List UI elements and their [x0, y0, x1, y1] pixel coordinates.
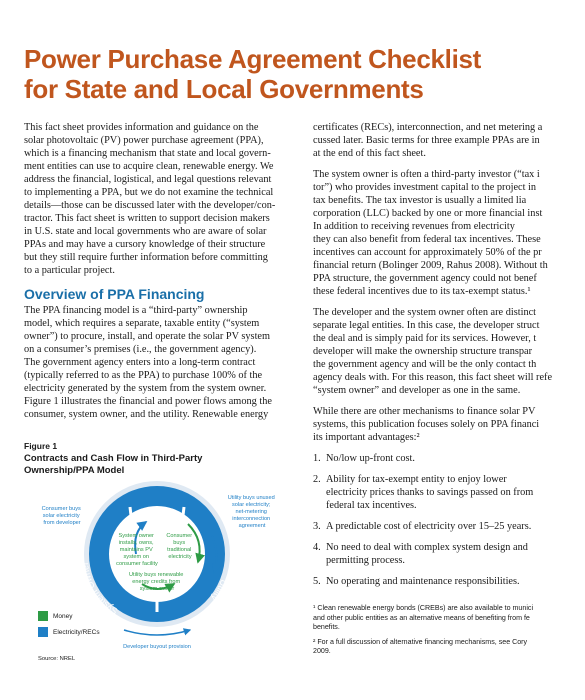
- footnote-line: ² For a full discussion of alternative financing mechanisms, see Cory: [313, 637, 528, 646]
- text-line: developer will make the ownership structure transpar: [313, 346, 533, 357]
- list-text: [326, 452, 415, 465]
- text-line: PPA structure, the government agency could not benef: [313, 273, 537, 284]
- figure-legend: [38, 611, 100, 643]
- note-line: from developer: [43, 520, 81, 526]
- legend-swatch-electricity: [38, 627, 48, 637]
- right-column: [313, 121, 585, 662]
- text-line: to implementing a PPA, but we do not examine the technical: [24, 187, 274, 198]
- text-line: In addition to receiving revenues from electricity: [313, 221, 515, 232]
- text-line: The system owner is often a third-party investor (“tax i: [313, 169, 540, 180]
- list-item: [313, 575, 585, 588]
- left-column: [24, 121, 300, 429]
- note-line: electricity: [168, 554, 192, 560]
- footnote-line: ¹ Clean renewable energy bonds (CREBs) are also available to munici: [313, 604, 534, 612]
- list-text: [326, 520, 531, 533]
- list-number: 5.: [313, 576, 321, 587]
- recs-paragraph: [313, 121, 585, 160]
- note-line: system on: [123, 554, 149, 560]
- system-owner-installs-note: [116, 533, 158, 567]
- text-line: The PPA financing model is a “third-party” ownership: [24, 305, 248, 316]
- mechanisms-paragraph: [313, 405, 585, 444]
- text-line: The developer and the system owner often are distinct: [313, 307, 537, 318]
- text-line: but they still require further information before committing: [24, 252, 268, 263]
- footnote: [313, 638, 585, 657]
- figure-title-line: Contracts and Cash Flow in Third-Party: [24, 453, 203, 464]
- note-line: Consumer: [166, 533, 193, 539]
- title-line: for State and Local Governments: [24, 74, 424, 104]
- note-line: maintains PV: [119, 547, 153, 553]
- list-item: [313, 452, 585, 465]
- text-line: PPAs and may have a cursory knowledge of their structure: [24, 239, 266, 250]
- text-line: incentives can account for approximately 50% of the pr: [313, 247, 542, 258]
- document-title: [24, 44, 584, 104]
- text-line: model, which requires a separate, taxable entity (“system: [24, 318, 260, 329]
- footnote-line: 2009.: [313, 647, 331, 655]
- text-line: financial return (Bolinger 2009, Rahus 2008). Without th: [313, 260, 548, 271]
- note-line: interconnection: [232, 516, 271, 522]
- advantages-list: [313, 452, 585, 588]
- text-line: federal tax incentives.: [326, 500, 417, 511]
- text-line: Figure 1 illustrates the financial and power flows among the: [24, 396, 272, 407]
- text-line: certificates (RECs), interconnection, and net metering a: [313, 122, 543, 133]
- note-line: energy credits from: [132, 579, 181, 585]
- footnotes: [313, 604, 585, 657]
- title-line: Power Purchase Agreement Checklist: [24, 44, 482, 74]
- footnote-line: and other public entities as an alternative means of benefiting from fe: [313, 613, 530, 622]
- text-line: permitting process.: [326, 555, 405, 566]
- legend-label: Electricity/RECs: [53, 628, 100, 636]
- developer-paragraph: [313, 306, 585, 397]
- note-line: buys: [173, 540, 186, 546]
- text-line: electricity prices thanks to savings passed on from: [326, 487, 534, 498]
- text-line: the government agency and will be the only contact th: [313, 359, 537, 370]
- note-line: System owner: [118, 533, 154, 539]
- system-owner-paragraph: [313, 168, 585, 298]
- text-line: in U.S. state and local governments who are aware of solar: [24, 226, 267, 237]
- note-line: Utility buys renewable: [129, 572, 184, 578]
- intro-paragraph: [24, 121, 300, 277]
- note-line: solar electricity: [42, 513, 80, 519]
- figure-title-line: Ownership/PPA Model: [24, 465, 125, 476]
- legend-item-electricity: [38, 627, 100, 637]
- note-line: Utility buys unused: [227, 495, 275, 501]
- overview-paragraph: [24, 304, 300, 421]
- text-line: No/low up-front cost.: [326, 453, 415, 464]
- text-line: This fact sheet provides information and guidance on the: [24, 122, 259, 133]
- list-text: [326, 473, 533, 512]
- text-line: agency deals with. For this reason, this fact sheet will refe: [313, 372, 553, 383]
- text-line: the deal and is simply paid for its services. However, t: [313, 333, 537, 344]
- text-line: tax benefits. The tax investor is usually a limited lia: [313, 195, 527, 206]
- footnote-line: benefits.: [313, 623, 340, 631]
- list-item: [313, 541, 585, 567]
- figure-label: Figure 1: [24, 441, 58, 451]
- text-line: on a consumer’s premises (i.e., the government agency).: [24, 344, 257, 355]
- list-text: [326, 575, 520, 588]
- text-line: No operating and maintenance responsibilities.: [326, 576, 520, 587]
- legend-label: Money: [53, 612, 73, 620]
- buyout-note: Developer buyout provision: [123, 644, 191, 650]
- text-line: ment entities can use to acquire clean, renewable energy. We: [24, 161, 274, 172]
- system-owner-node-label: System Owner: [80, 561, 120, 617]
- note-line: Consumer buys: [41, 506, 81, 512]
- legend-swatch-money: [38, 611, 48, 621]
- text-line: While there are other mechanisms to finance solar PV: [313, 406, 536, 417]
- text-line: cussed later. Basic terms for three example PPAs are in: [313, 135, 540, 146]
- text-line: details—those can be discussed later with the developer/con-: [24, 200, 276, 211]
- utility-node-label: Utility: [209, 578, 229, 603]
- consumer-buys-note: [42, 506, 83, 526]
- note-line: installs, owns,: [118, 540, 154, 546]
- figure-source: Source: NREL: [38, 656, 76, 662]
- text-line: which is a financing mechanism that state and local govern-: [24, 148, 271, 159]
- note-line: traditional: [167, 547, 192, 553]
- note-line: consumer facility: [116, 561, 158, 567]
- text-line: at the end of this fact sheet.: [313, 148, 426, 159]
- text-line: its important advantages:²: [313, 432, 420, 443]
- list-number: 1.: [313, 453, 321, 464]
- buyout-arrow: [124, 630, 190, 635]
- text-line: The government agency enters into a long-term contract: [24, 357, 256, 368]
- text-line: address the financial, logistical, and legal questions relevant: [24, 174, 272, 185]
- text-line: solar photovoltaic (PV) power purchase agreement (PPA),: [24, 135, 264, 146]
- text-line: A predictable cost of electricity over 15–25 years.: [326, 521, 532, 532]
- list-number: 4.: [313, 542, 321, 553]
- text-line: tractor. This fact sheet is written to support decision makers: [24, 213, 270, 224]
- list-text: [326, 541, 528, 567]
- list-item: [313, 520, 585, 533]
- text-line: separate legal entities. In this case, the developer struct: [313, 320, 540, 331]
- text-line: Ability for tax-exempt entity to enjoy lower: [326, 474, 507, 485]
- note-line: system owner: [139, 586, 175, 592]
- consumer-buys-traditional-note: [166, 533, 193, 560]
- text-line: they can also benefit from federal tax incentives. These: [313, 234, 541, 245]
- text-line: No need to deal with complex system design and: [326, 542, 528, 553]
- note-line: agreement: [238, 523, 266, 529]
- section-heading: Overview of PPA Financing: [24, 286, 205, 302]
- text-line: electricity generated by the system from the system owner.: [24, 383, 267, 394]
- text-line: systems, this publication focuses solely on PPA financi: [313, 419, 540, 430]
- list-number: 2.: [313, 474, 321, 485]
- footnote: [313, 604, 585, 633]
- text-line: “system owner” and developer as one in the same.: [313, 385, 521, 396]
- text-line: corporation (LLC) backed by one or more financial inst: [313, 208, 543, 219]
- text-line: (typically referred to as the PPA) to purchase 100% of the: [24, 370, 263, 381]
- text-line: owner”) to procure, install, and operate the solar PV system: [24, 331, 271, 342]
- list-number: 3.: [313, 521, 321, 532]
- text-line: these federal incentives due to its tax-exempt status.¹: [313, 286, 531, 297]
- text-line: tor”) who provides investment capital to the project in: [313, 182, 537, 193]
- list-item: [313, 473, 585, 512]
- note-line: solar electricity;: [231, 502, 271, 508]
- note-line: net-metering: [235, 509, 267, 515]
- text-line: to a particular project.: [24, 265, 115, 276]
- figure-title: [24, 453, 202, 477]
- utility-buys-unused-note: [228, 495, 277, 529]
- legend-item-money: [38, 611, 100, 621]
- text-line: consumer, system owner, and the utility. Renewable energy: [24, 409, 269, 420]
